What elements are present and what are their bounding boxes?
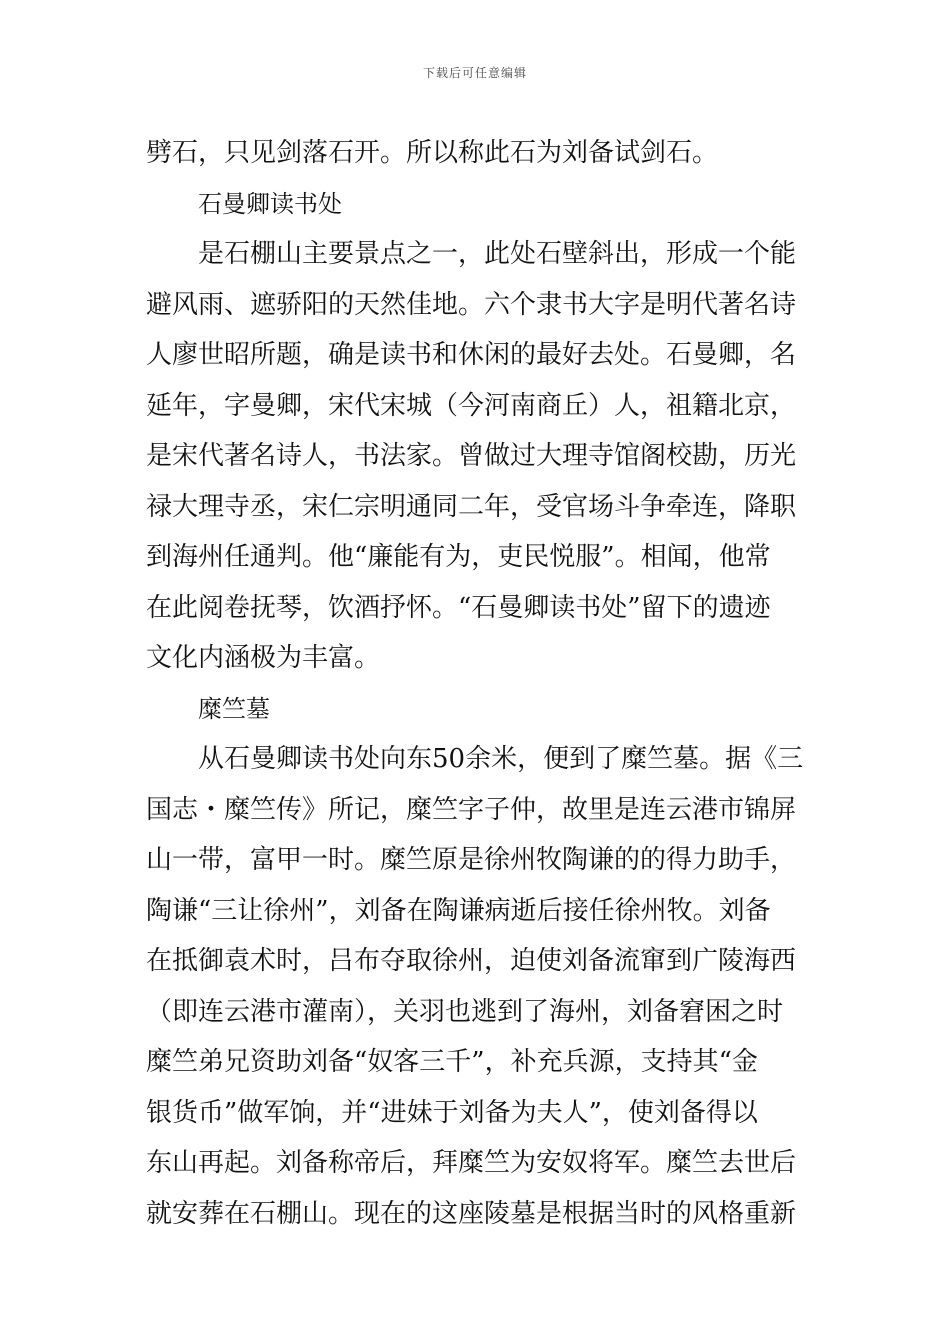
paragraph-line: 陶谦“三让徐州”，刘备在陶谦病逝后接任徐州牧。刘备 (146, 895, 771, 926)
paragraph-line: 银货币”做军饷，并“进妹于刘备为夫人”，使刘备得以 (146, 1097, 758, 1128)
paragraph-line: （即连云港市灌南），关羽也逃到了海州，刘备窘困之时 (146, 996, 784, 1027)
paragraph-line: 山一带，富甲一时。糜竺原是徐州牧陶谦的的得力助手， (146, 845, 797, 875)
paragraph-line: 在抵御袁术时，吕布夺取徐州，迫使刘备流窜到广陵海西 (146, 946, 797, 976)
paragraph-line: 从石曼卿读书处向东50余米，便到了糜竺墓。据《三 (198, 744, 804, 774)
page-header: 下载后可任意编辑 (422, 66, 527, 80)
paragraph-line: 就安葬在石棚山。现在的这座陵墓是根据当时的风格重新 (146, 1198, 797, 1229)
paragraph-line: 延年，字曼卿，宋代宋城（今河南商丘）人，祖籍北京， (146, 390, 797, 421)
paragraph-line: 禄大理寺丞，宋仁宗明通同二年，受官场斗争牵连，降职 (146, 491, 797, 522)
paragraph-line: 东山再起。刘备称帝后，拜糜竺为安奴将军。糜竺去世后 (146, 1148, 797, 1178)
paragraph-line: 是石棚山主要景点之一，此处石壁斜出，形成一个能 (198, 239, 797, 269)
section-heading-shi-manqing: 石曼卿读书处 (198, 189, 342, 218)
document-body (146, 128, 806, 1239)
paragraph-line: 文化内涵极为丰富。 (146, 643, 381, 673)
paragraph-line: 人廖世昭所题，确是读书和休闲的最好去处。石曼卿，名 (146, 340, 797, 370)
paragraph-line: 避风雨、遮骄阳的天然佳地。六个隶书大字是明代著名诗 (146, 289, 797, 320)
paragraph-line: 是宋代著名诗人，书法家。曾做过大理寺馆阁校勘，历光 (146, 441, 797, 471)
text-line: 劈石，只见剑落石开。所以称此石为刘备试剑石。 (146, 138, 719, 168)
paragraph-line: 在此阅卷抚琴，饮酒抒怀。“石曼卿读书处”留下的遗迹 (146, 592, 771, 623)
paragraph-line: 糜竺弟兄资助刘备“奴客三千”，补充兵源，支持其“金 (146, 1047, 758, 1077)
section-heading-mizhu-tomb: 糜竺墓 (198, 694, 270, 723)
paragraph-line: 到海州任通判。他“廉能有为，吏民悦服”。相闻，他常 (146, 542, 771, 572)
paragraph-line: 国志・糜竺传》所记，糜竺字子仲，故里是连云港市锦屏 (146, 794, 797, 825)
